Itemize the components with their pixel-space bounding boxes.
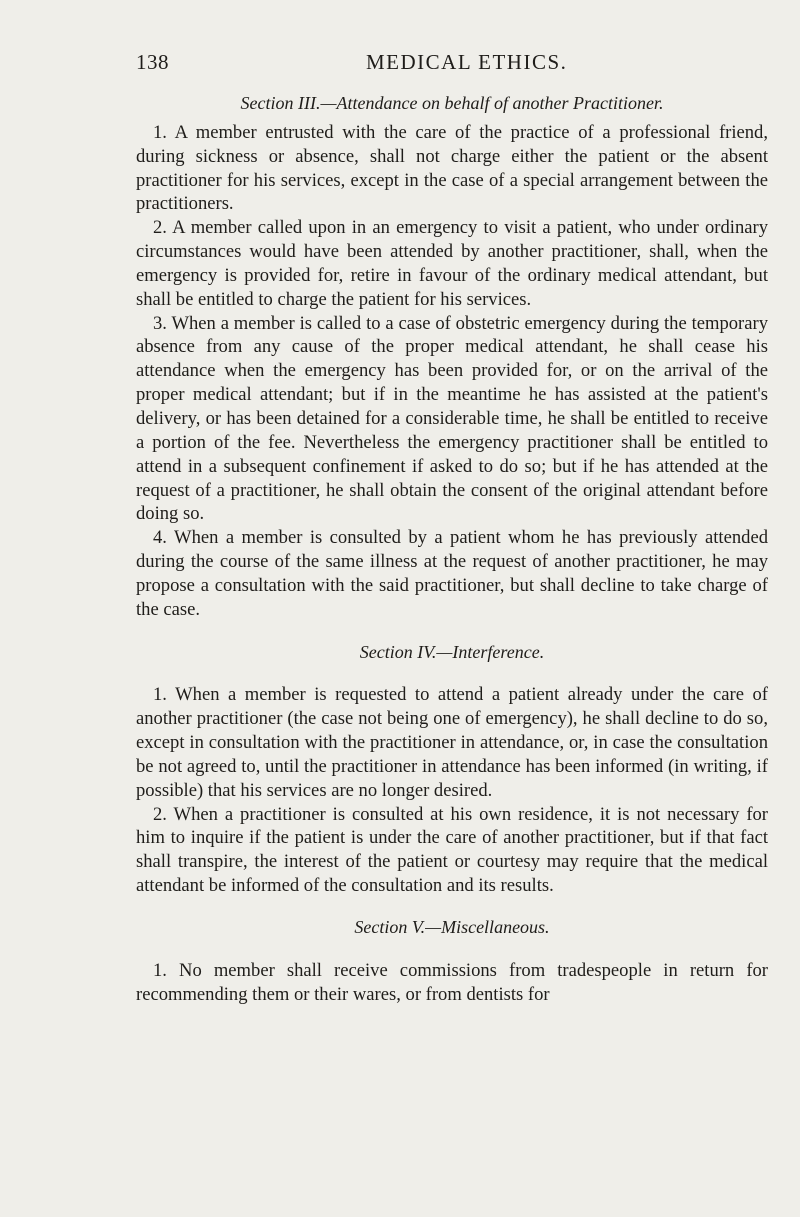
section-heading-iii: Section III.—Attendance on behalf of another Practitioner.	[240, 93, 664, 113]
section-heading-v: Section V.—Miscellaneous.	[354, 917, 550, 937]
paragraph: 2. A member called upon in an emergency to visit a patient, who under ordinary circumstances would have been attended by another practitioner, shall, when the emergency is provided for, retire in favour of the ordinary medical attendant, but shall be entitled to charge the patient for his services.	[136, 217, 768, 310]
body-text	[136, 92, 768, 1007]
paragraph: 4. When a member is consulted by a patient whom he has previously attended during the course of the same illness at the request of another practitioner, he may propose a consultation with the said practitioner, but shall decline to take charge of the case.	[136, 527, 768, 620]
paragraph: 1. When a member is requested to attend a patient already under the care of another practitioner (the case not being one of emergency), he shall decline to do so, except in consultation with the practitioner in attendance, or, in case the consultation be not agreed to, until the practitioner in attendance has been informed (in writing, if possible) that his services are no longer desired.	[136, 684, 768, 801]
running-head	[136, 50, 768, 80]
paragraph: 3. When a member is called to a case of obstetric emergency during the temporary absence from any cause of the proper medical attendant, he shall cease his attendance when the emergency has been provided for, or on the arrival of the proper medical attendant; but if in the meantime he has assisted at the patient's delivery, or has been detained for a considerable time, he shall be entitled to receive a portion of the fee. Nevertheless the emergency practitioner shall be entitled to attend in a subsequent confinement if asked to do so; but if he has attended at the request of a practitioner, he shall obtain the consent of the original attendant before doing so.	[136, 312, 768, 525]
section-heading-iv: Section IV.—Interference.	[359, 641, 545, 662]
paragraph: 1. A member entrusted with the care of the practice of a professional friend, during sickness or absence, shall not charge either the patient or the absent practitioner for his services, except in the case of a special arrangement between the practitioners.	[136, 121, 768, 215]
running-title: MEDICAL ETHICS.	[366, 50, 568, 74]
paragraph: 2. When a practitioner is consulted at his own residence, it is not necessary for him to inquire if the patient is under the care of another practitioner, but if that fact shall transpire, the interest of the patient or courtesy may require that the medical attendant be informed of the consultation and its results.	[136, 803, 768, 897]
page-number: 138	[136, 50, 169, 74]
paragraph: 1. No member shall receive commissions from tradespeople in return for recommending them or their wares, or from dentists for	[136, 959, 768, 1005]
